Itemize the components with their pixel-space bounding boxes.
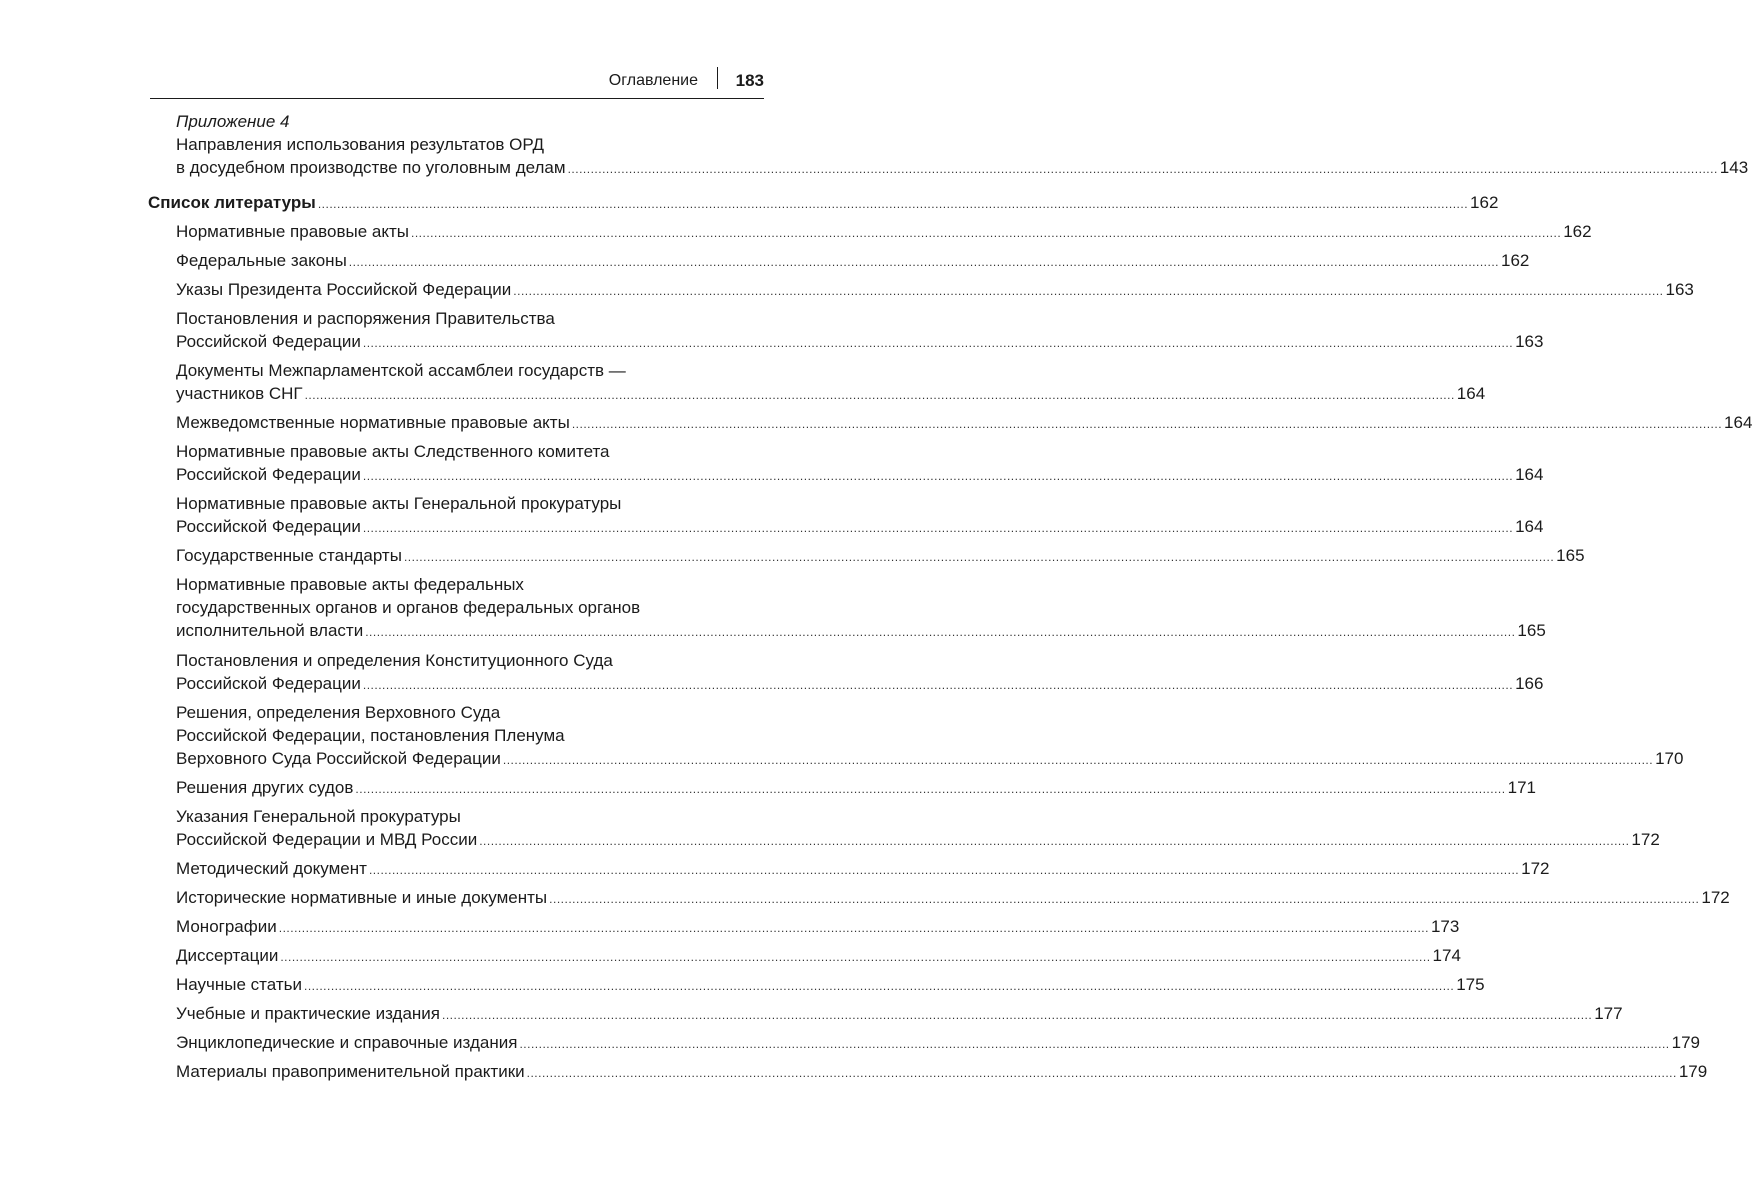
toc-entry-line: Верховного Суда Российской Федерации [176,749,501,768]
toc-entry[interactable] [176,701,1684,770]
toc-entry-line: Решения других судов [176,778,354,797]
toc-entry[interactable] [176,1060,1708,1083]
toc-entry-line: Материалы правоприменительной практики [176,1062,525,1081]
toc-entry[interactable] [176,307,1544,353]
toc-page-number: 164 [1724,413,1752,432]
toc-entry-label: Приложение 4 [176,112,290,131]
leader-dots: ............................................................................................................................................................................................................................................................................................................ [526,1066,1677,1080]
toc-page-number: 165 [1556,546,1585,565]
toc-entry-line: Межведомственные нормативные правовые акты [176,413,570,432]
toc-entry-line: Российской Федерации [176,465,361,484]
leader-dots: ............................................................................................................................................................................................................................................................................................................ [304,979,1455,993]
toc-entry-line: Нормативные правовые акты [176,222,409,241]
leader-dots: ............................................................................................................................................................................................................................................................................................................ [410,226,1562,240]
toc-entry-line: Методический документ [176,859,367,878]
toc-entry-line: Российской Федерации [176,332,361,351]
toc-entry-line: Российской Федерации и МВД России [176,830,478,849]
leader-dots: ............................................................................................................................................................................................................................................................................................................ [362,678,1514,692]
toc-entry[interactable] [176,440,1544,486]
toc-entry-line: Документы Межпарламентской ассамблеи государств — [176,361,626,380]
toc-entry-line: Нормативные правовые акты федеральных [176,575,524,594]
toc-entry-line: Энциклопедические и справочные издания [176,1033,518,1052]
toc-page-number: 162 [1563,222,1592,241]
toc-entry[interactable] [176,573,1546,642]
toc-page-number: 165 [1517,621,1546,640]
toc-page-number: 164 [1515,465,1544,484]
toc-page-number: 172 [1521,859,1550,878]
toc-entry-line: участников СНГ [176,384,303,403]
toc-page-number: 177 [1594,1004,1623,1023]
toc-page-number: 166 [1515,674,1544,693]
leader-dots: ............................................................................................................................................................................................................................................................................................................ [362,521,1514,535]
toc-entry-line: Нормативные правовые акты Генеральной прокуратуры [176,494,622,513]
toc-entry[interactable] [176,1002,1623,1025]
toc-entry[interactable] [176,359,1486,405]
toc-entry-line: Российской Федерации, постановления Пленума [176,726,565,745]
header-separator [717,67,719,89]
toc-page-number: 164 [1515,517,1544,536]
toc-page-number: 171 [1507,778,1536,797]
toc-page-number: 173 [1430,917,1460,936]
toc-entry-line: Исторические нормативные и иные документы [176,888,548,907]
toc-entry-bibliography[interactable] [148,191,1499,214]
toc-entry[interactable] [176,278,1694,301]
toc-entry-line: Диссертации [176,946,279,965]
toc-entry-line: Направления использования результатов ОРД [176,135,545,154]
toc-page-number: 162 [1501,251,1530,270]
toc-page-number: 163 [1665,280,1694,299]
leader-dots: ............................................................................................................................................................................................................................................................................................................ [549,892,1700,906]
toc-entry-line: в досудебном производстве по уголовным делам [176,158,566,177]
toc-page-number: 179 [1678,1062,1708,1081]
toc-page-number: 175 [1456,975,1485,994]
toc-entry[interactable] [176,544,1585,567]
leader-dots: ............................................................................................................................................................................................................................................................................................................ [403,550,1555,564]
toc-page-number: 162 [1470,193,1499,212]
toc-entry[interactable] [176,944,1461,967]
toc-entry-line: Монографии [176,917,277,936]
toc-entry-line: исполнительной власти [176,621,364,640]
toc-entry-line: государственных органов и органов федеральных органов [176,598,641,617]
leader-dots: ............................................................................................................................................................................................................................................................................................................ [567,162,1718,176]
leader-dots: ............................................................................................................................................................................................................................................................................................................ [304,388,1455,402]
toc-entry[interactable] [176,776,1536,799]
toc-entry[interactable] [176,915,1460,938]
page-number: 183 [735,71,764,90]
toc-entry[interactable] [176,805,1660,851]
page-header [150,64,764,99]
leader-dots: ............................................................................................................................................................................................................................................................................................................ [365,625,1516,639]
toc-page-number: 179 [1671,1033,1701,1052]
toc-entry[interactable] [176,886,1730,909]
toc-entry[interactable] [176,649,1544,695]
leader-dots: ............................................................................................................................................................................................................................................................................................................ [368,863,1520,877]
leader-dots: ............................................................................................................................................................................................................................................................................................................ [519,1037,1670,1051]
leader-dots: ............................................................................................................................................................................................................................................................................................................ [317,197,1469,211]
toc-entry-line: Постановления и определения Конституционного Суда [176,651,613,670]
toc-page-number: 172 [1631,830,1660,849]
leader-dots: ............................................................................................................................................................................................................................................................................................................ [348,255,1499,269]
toc-entry[interactable] [176,411,1752,434]
toc-entry-appendix-4[interactable] [176,110,1749,179]
running-title: Оглавление [608,72,698,89]
toc-entry-line: Российской Федерации [176,517,361,536]
toc-entry[interactable] [176,1031,1701,1054]
toc-entry-line: Государственные стандарты [176,546,402,565]
toc-entry[interactable] [176,220,1592,243]
toc-page-number: 143 [1719,158,1749,177]
toc-entry[interactable] [176,249,1530,272]
leader-dots: ............................................................................................................................................................................................................................................................................................................ [513,284,1664,298]
leader-dots: ............................................................................................................................................................................................................................................................................................................ [502,753,1654,767]
toc-page-number: 172 [1701,888,1730,907]
toc-entry[interactable] [176,973,1485,996]
toc-entry-line: Федеральные законы [176,251,347,270]
leader-dots: ............................................................................................................................................................................................................................................................................................................ [278,921,1429,935]
toc-entry-line: Решения, определения Верховного Суда [176,703,501,722]
toc-entry-line: Нормативные правовые акты Следственного комитета [176,442,610,461]
toc-page-number: 174 [1432,946,1461,965]
leader-dots: ............................................................................................................................................................................................................................................................................................................ [280,950,1431,964]
leader-dots: ............................................................................................................................................................................................................................................................................................................ [479,834,1630,848]
toc-entry-line: Указы Президента Российской Федерации [176,280,512,299]
leader-dots: ............................................................................................................................................................................................................................................................................................................ [362,336,1514,350]
leader-dots: ............................................................................................................................................................................................................................................................................................................ [355,782,1506,796]
toc-entry[interactable] [176,492,1544,538]
toc-page-number: 170 [1655,749,1684,768]
toc-entry[interactable] [176,857,1550,880]
toc-page-number: 164 [1456,384,1486,403]
toc-entry-line: Список литературы [148,193,316,212]
leader-dots: ............................................................................................................................................................................................................................................................................................................ [362,469,1514,483]
toc-entry-line: Научные статьи [176,975,302,994]
leader-dots: ............................................................................................................................................................................................................................................................................................................ [571,417,1723,431]
toc-entry-line: Учебные и практические издания [176,1004,440,1023]
toc-entry-line: Указания Генеральной прокуратуры [176,807,461,826]
toc-entry-line: Российской Федерации [176,674,361,693]
leader-dots: ............................................................................................................................................................................................................................................................................................................ [442,1008,1593,1022]
toc-page-number: 163 [1515,332,1544,351]
toc-entry-line: Постановления и распоряжения Правительства [176,309,555,328]
